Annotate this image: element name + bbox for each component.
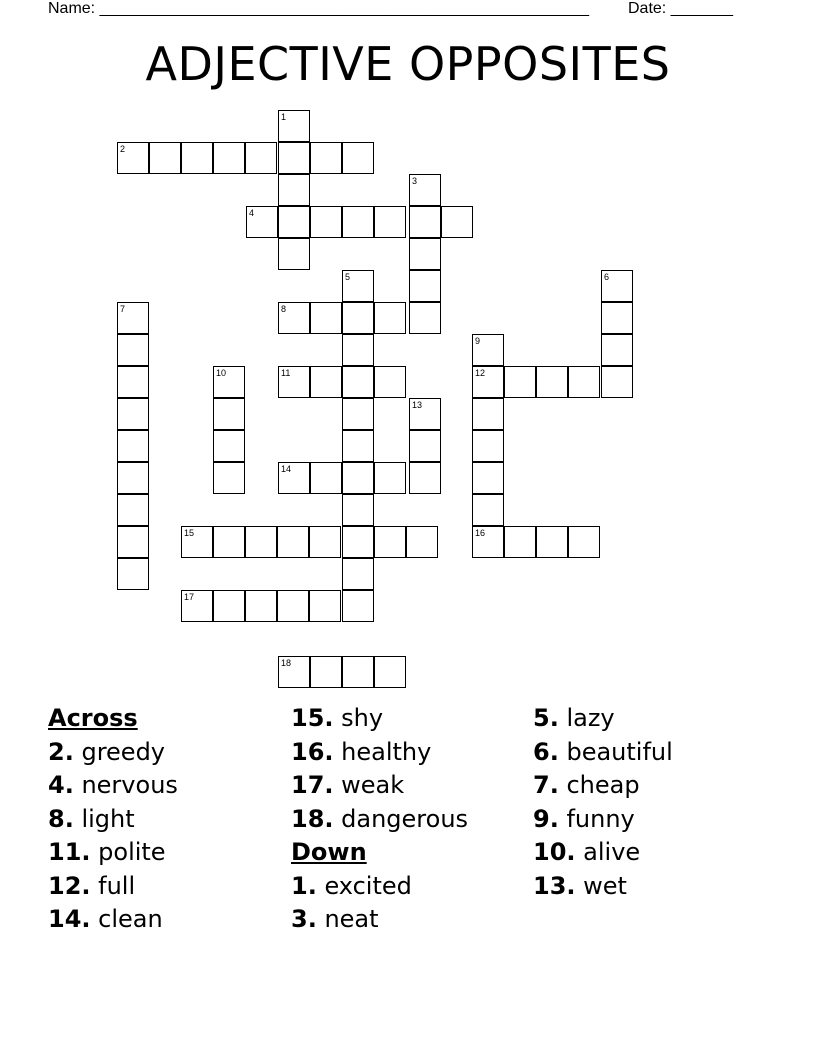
crossword-cell[interactable] [374,526,406,558]
cell-number: 8 [281,304,287,314]
crossword-cell[interactable] [117,334,149,366]
clue-item [48,836,178,870]
crossword-cell[interactable] [472,526,504,558]
cell-number: 12 [475,368,486,378]
clue-number: 11. [48,838,91,866]
cell-number: 9 [475,336,481,346]
clue-number: 6. [533,737,559,766]
cell-number: 13 [412,400,423,410]
cell-number: 5 [345,272,351,282]
crossword-cell[interactable] [245,590,277,622]
cell-number: 15 [184,528,195,538]
clue-column-2 [291,702,468,937]
cell-number: 1 [281,112,287,122]
clue-heading-across: Across [48,704,138,732]
clue-number: 14. [48,905,91,933]
date-field-label: Date: _______ [628,0,733,17]
crossword-cell[interactable] [536,366,568,398]
crossword-cell[interactable] [278,206,310,238]
crossword-cell[interactable] [213,590,245,622]
clue-item [533,803,673,837]
clue-number: 7. [533,771,559,799]
clue-item [291,870,468,904]
clue-text: lazy [558,704,615,732]
clue-text: polite [90,838,166,866]
clue-number: 2. [48,737,74,766]
crossword-cell[interactable] [342,398,374,430]
crossword-cell[interactable] [601,334,633,366]
cell-number: 14 [281,464,292,474]
crossword-cell[interactable] [278,656,310,688]
clue-number: 9. [533,804,559,833]
crossword-cell[interactable] [568,526,600,558]
crossword-cell[interactable] [374,302,406,334]
crossword-cell[interactable] [409,238,441,270]
clue-item [48,769,178,803]
crossword-cell[interactable] [310,462,342,494]
crossword-cell[interactable] [310,656,342,688]
clue-text: clean [90,905,163,933]
clue-item [291,803,468,837]
crossword-cell[interactable] [278,174,310,206]
crossword-cell[interactable] [117,558,149,590]
clue-text: wet [575,871,627,900]
crossword-cell[interactable] [504,366,536,398]
clue-item [533,870,673,904]
crossword-cell[interactable] [342,656,374,688]
crossword-cell[interactable] [342,462,374,494]
clue-item [48,736,178,770]
clue-item [533,769,673,803]
crossword-cell[interactable] [245,142,277,174]
clue-number: 1. [291,871,317,900]
cell-number: 2 [120,144,126,154]
clue-number: 15. [291,704,334,732]
crossword-cell[interactable] [342,590,374,622]
clue-number: 12. [48,871,91,900]
crossword-cell[interactable] [342,142,374,174]
clue-number: 10. [533,838,576,866]
clue-item [48,870,178,904]
crossword-cell[interactable] [601,366,633,398]
name-field-label: Name: _______________________________________________________ [48,0,589,17]
crossword-cell[interactable] [441,206,473,238]
crossword-cell[interactable] [374,656,406,688]
crossword-cell[interactable] [472,334,504,366]
clue-text: shy [333,704,384,732]
clue-column-3 [533,702,673,903]
crossword-cell[interactable] [117,142,149,174]
crossword-cell[interactable] [278,302,310,334]
clue-text: funny [558,804,635,833]
crossword-cell[interactable] [181,590,213,622]
crossword-cell[interactable] [310,142,342,174]
clue-item [291,736,468,770]
crossword-cell[interactable] [310,366,342,398]
clue-number: 8. [48,804,74,833]
crossword-cell[interactable] [409,174,441,206]
crossword-cell[interactable] [374,206,406,238]
crossword-cell[interactable] [472,430,504,462]
crossword-cell[interactable] [406,526,438,558]
crossword-cell[interactable] [409,206,441,238]
clue-number: 3. [291,905,317,933]
crossword-cell[interactable] [601,270,633,302]
crossword-cell[interactable] [342,558,374,590]
cell-number: 6 [604,272,610,282]
cell-number: 17 [184,592,195,602]
crossword-cell[interactable] [213,430,245,462]
clue-text: beautiful [558,737,673,766]
crossword-cell[interactable] [117,462,149,494]
clue-item [48,903,178,937]
crossword-cell[interactable] [181,142,213,174]
clue-text: nervous [73,771,178,799]
crossword-cell[interactable] [409,270,441,302]
crossword-cell[interactable] [536,526,568,558]
clue-number: 18. [291,804,334,833]
clue-text: cheap [558,771,640,799]
clue-text: full [90,871,136,900]
crossword-cell[interactable] [409,302,441,334]
crossword-cell[interactable] [277,526,309,558]
crossword-cell[interactable] [117,398,149,430]
crossword-cell[interactable] [278,238,310,270]
clue-text: healthy [333,737,432,766]
crossword-cell[interactable] [213,398,245,430]
crossword-cell[interactable] [245,526,277,558]
clue-text: dangerous [333,804,469,833]
clue-text: excited [316,871,412,900]
crossword-cell[interactable] [601,302,633,334]
crossword-cell[interactable] [117,494,149,526]
clue-text: weak [333,771,405,799]
crossword-cell[interactable] [309,526,341,558]
clue-column-1 [48,702,178,937]
crossword-cell[interactable] [213,366,245,398]
clue-number: 5. [533,704,559,732]
clue-text: light [73,804,135,833]
cell-number: 7 [120,304,126,314]
cell-number: 10 [216,368,227,378]
cell-number: 3 [412,176,418,186]
clue-number: 13. [533,871,576,900]
crossword-cell[interactable] [181,526,213,558]
crossword-cell[interactable] [472,366,504,398]
clue-heading-down: Down [291,838,367,866]
cell-number: 11 [281,368,291,378]
crossword-cell[interactable] [342,270,374,302]
crossword-cell[interactable] [472,494,504,526]
crossword-cell[interactable] [246,206,278,238]
crossword-cell[interactable] [374,462,406,494]
crossword-cell[interactable] [472,462,504,494]
crossword-cell[interactable] [342,494,374,526]
crossword-cell[interactable] [117,526,149,558]
crossword-cell[interactable] [149,142,181,174]
clue-item [533,702,673,736]
crossword-cell[interactable] [117,366,149,398]
clue-number: 4. [48,771,74,799]
crossword-cell[interactable] [409,462,441,494]
crossword-cell[interactable] [342,302,374,334]
crossword-cell[interactable] [342,334,374,366]
cell-number: 18 [281,658,292,668]
crossword-cell[interactable] [213,462,245,494]
crossword-cell[interactable] [409,430,441,462]
clue-number: 16. [291,737,334,766]
cell-number: 4 [249,208,255,218]
crossword-cell[interactable] [342,526,374,558]
crossword-cell[interactable] [310,206,342,238]
crossword-cell[interactable] [278,462,310,494]
crossword-cell[interactable] [374,366,406,398]
crossword-cell[interactable] [342,206,374,238]
page-title: ADJECTIVE OPPOSITES [145,37,671,91]
clue-item [533,836,673,870]
clue-text: alive [575,838,641,866]
crossword-cell[interactable] [278,110,310,142]
crossword-cell[interactable] [472,398,504,430]
crossword-cell[interactable] [310,302,342,334]
crossword-cell[interactable] [117,302,149,334]
clue-item [533,736,673,770]
clue-item [48,803,178,837]
crossword-cell[interactable] [213,142,245,174]
crossword-cell[interactable] [213,526,245,558]
crossword-cell[interactable] [342,430,374,462]
clue-text: neat [316,905,379,933]
cell-number: 16 [475,528,486,538]
clue-text: greedy [73,737,165,766]
crossword-cell[interactable] [309,590,341,622]
crossword-cell[interactable] [277,590,309,622]
crossword-cell[interactable] [504,526,536,558]
crossword-cell[interactable] [342,366,374,398]
clue-item [291,903,468,937]
clue-item [291,769,468,803]
clue-number: 17. [291,771,334,799]
crossword-cell[interactable] [117,430,149,462]
crossword-cell[interactable] [409,398,441,430]
crossword-cell[interactable] [278,366,310,398]
crossword-cell[interactable] [568,366,600,398]
clue-item [291,702,468,736]
crossword-cell[interactable] [278,142,310,174]
